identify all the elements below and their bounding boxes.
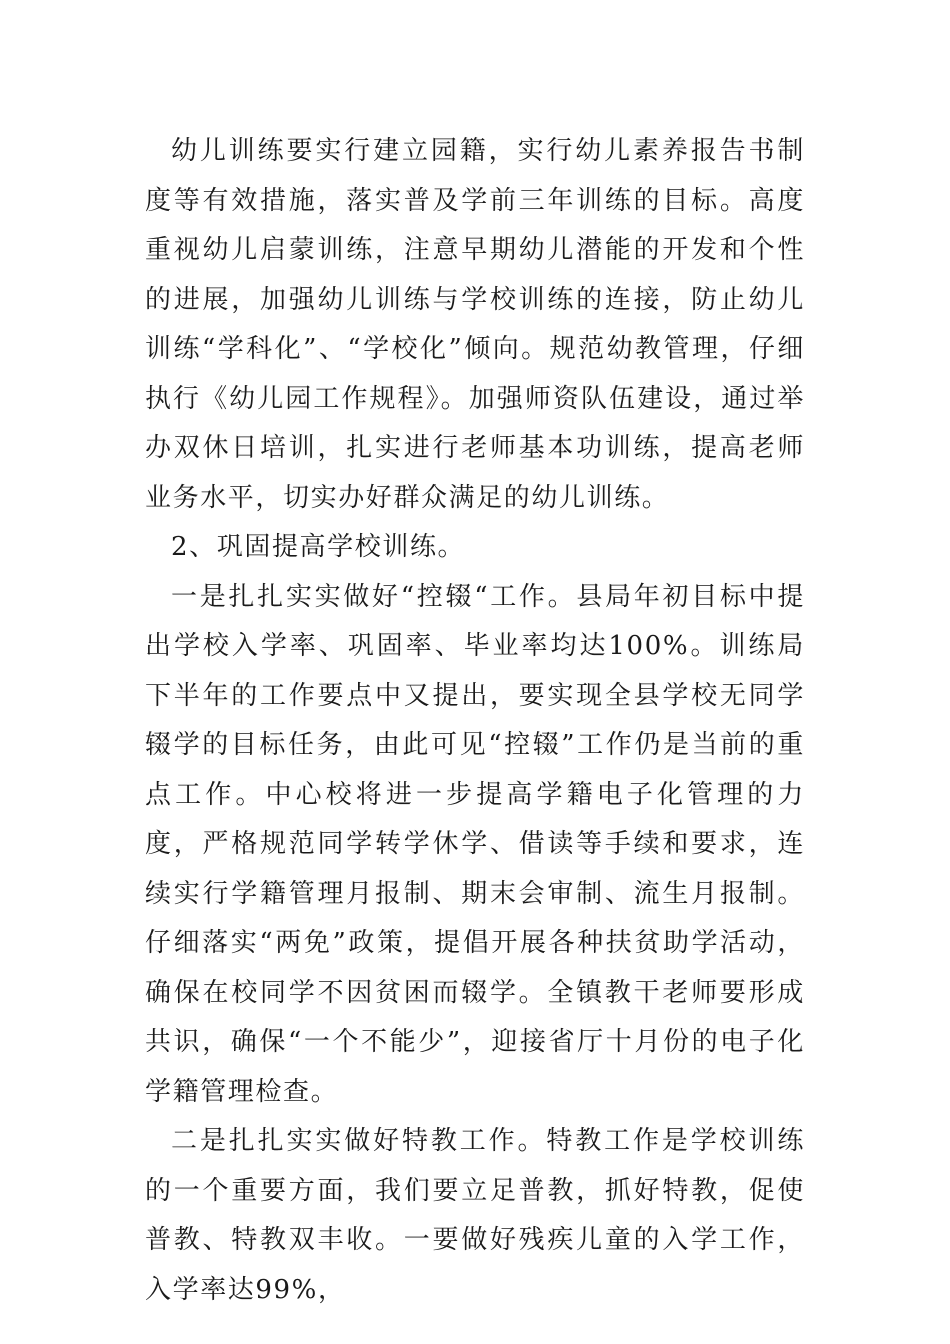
paragraph-kindergarten-education: 幼儿训练要实行建立园籍，实行幼儿素养报告书制度等有效措施，落实普及学前三年训练的目标。高度重视幼儿启蒙训练，注意早期幼儿潜能的开发和个性的进展，加强幼儿训练与学校训练的连接，防止幼儿训练“学科化”、“学校化”倾向。规范幼教管理，仔细执行《幼儿园工作规程》。加强师资队伍建设，通过举办双休日培训，扎实进行老师基本功训练，提高老师业务水平，切实办好群众满足的幼儿训练。 bbox=[145, 136, 805, 513]
paragraph-dropout-control: 一是扎扎实实做好“控辍“工作。县局年初目标中提出学校入学率、巩固率、毕业率均达100%。训练局下半年的工作要点中又提出，要实现全县学校无同学辍学的目标任务，由此可见“控辍”工作仍是当前的重点工作。中心校将进一步提高学籍电子化管理的力度，严格规范同学转学休学、借读等手续和要求，连续实行学籍管理月报制、期末会审制、流生月报制。仔细落实“两免”政策，提倡开展各种扶贫助学活动，确保在校同学不因贫困而辍学。全镇教干老师要形成共识，确保“一个不能少”，迎接省厅十月份的电子化学籍管理检查。 bbox=[145, 581, 805, 1107]
paragraph-special-education: 二是扎扎实实做好特教工作。特教工作是学校训练的一个重要方面，我们要立足普教，抓好特教，促使普教、特教双丰收。一要做好残疾儿童的入学工作，入学率达99%， bbox=[145, 1126, 805, 1305]
document-body bbox=[145, 127, 805, 1315]
section-heading-consolidate-school-education: 2、巩固提高学校训练。 bbox=[171, 532, 466, 562]
